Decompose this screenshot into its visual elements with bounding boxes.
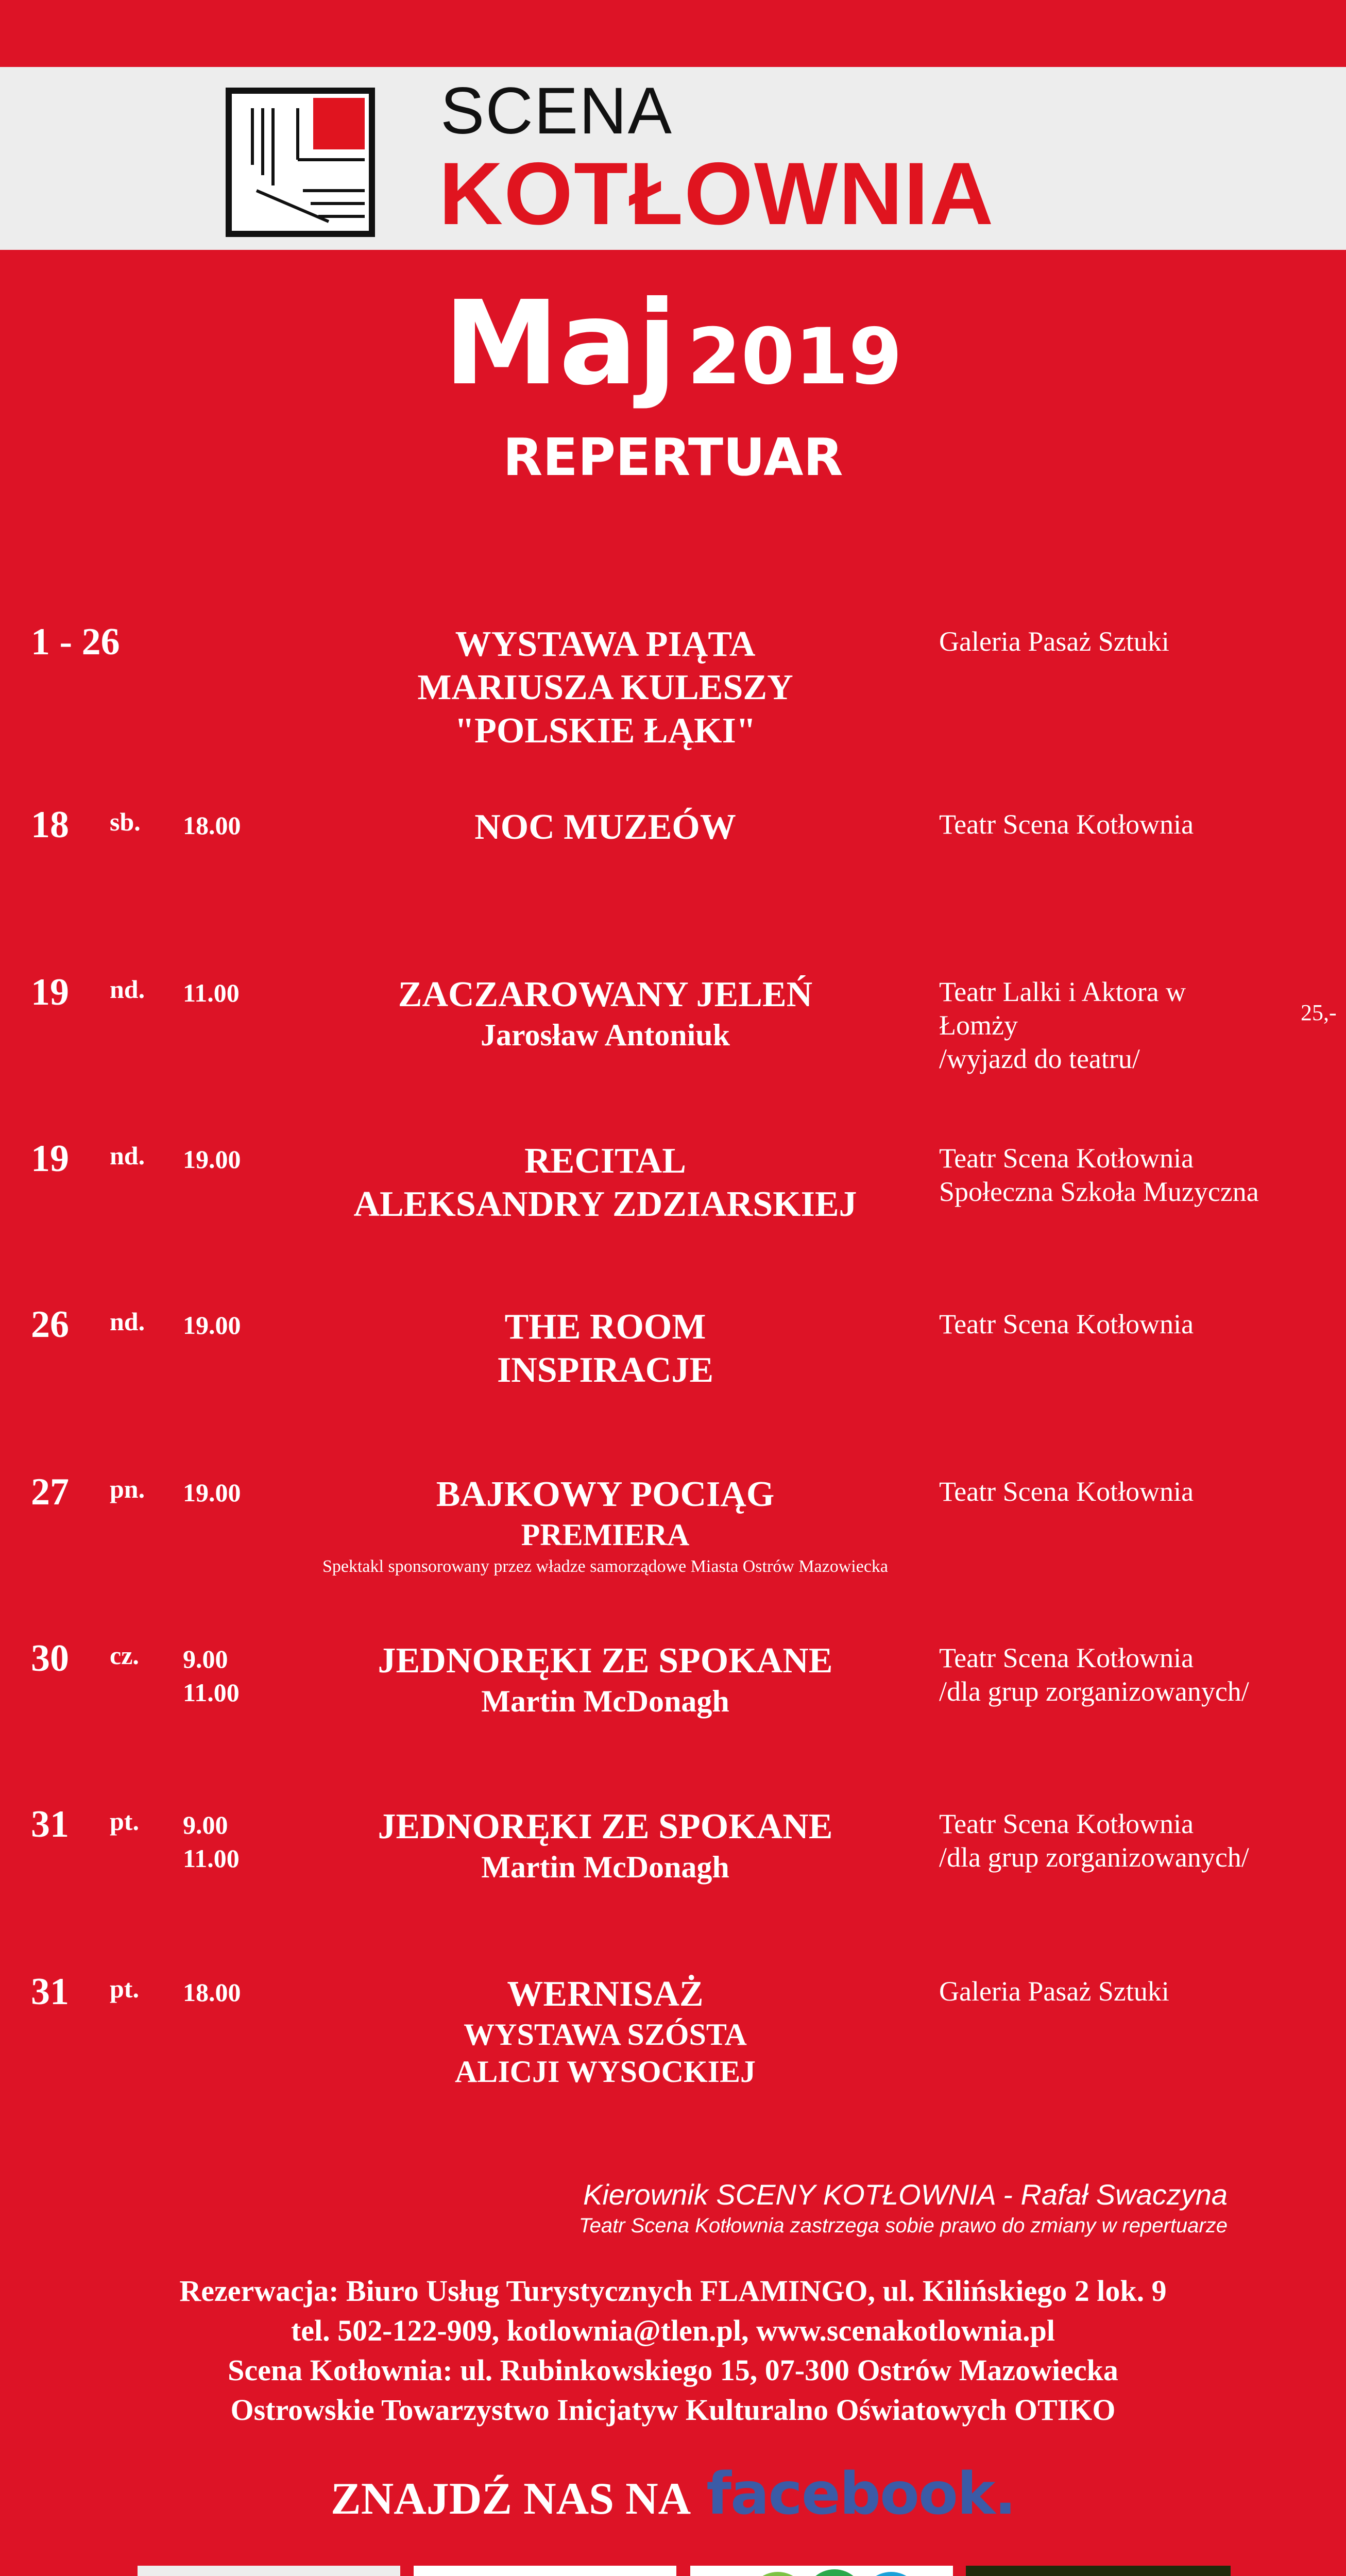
event-time	[183, 976, 265, 1010]
event-title-line: JEDNORĘKI ZE SPOKANE	[378, 1807, 833, 1846]
director-info	[579, 2177, 1228, 2239]
event-title-line: THE ROOM	[504, 1307, 706, 1347]
event-time	[183, 1143, 265, 1176]
event-venue-line: Teatr Scena Kotłownia	[939, 1808, 1194, 1839]
event-title-line: INSPIRACJE	[497, 1350, 714, 1390]
event-day: 31	[31, 1803, 69, 1845]
event-time-value: 18.00	[183, 811, 241, 840]
event-title	[288, 1805, 922, 1886]
event-title-line: MARIUSZA KULESZY	[417, 668, 793, 707]
event-weekday: pt.	[110, 1807, 139, 1836]
disclaimer-line: Teatr Scena Kotłownia zastrzega sobie prawo do zmiany w repertuarze	[578, 2214, 1228, 2237]
event-time-value: 9.00	[183, 1810, 228, 1839]
event-weekday: nd.	[110, 975, 145, 1004]
event-title	[288, 623, 922, 753]
event-title	[288, 806, 922, 849]
event-time-value: 19.00	[183, 1311, 241, 1340]
event-time-value: 11.00	[183, 978, 240, 1007]
event-venue-line: /dla grup zorganizowanych/	[939, 1675, 1249, 1707]
director-line: Kierownik SCENY KOTŁOWNIA - Rafał Swaczyna	[583, 2178, 1228, 2211]
page-title	[0, 276, 1346, 411]
event-note: Spektakl sponsorowany przez władze samorządowe Miasta Ostrów Mazowiecka	[322, 1557, 889, 1576]
scena-kotlownia-logo-icon	[226, 88, 375, 237]
event-venue	[939, 1641, 1310, 1708]
event-title	[288, 1306, 922, 1392]
event-title-line: JEDNORĘKI ZE SPOKANE	[378, 1641, 833, 1681]
event-weekday: sb.	[110, 807, 141, 836]
brand-kotlownia: KOTŁOWNIA	[439, 144, 995, 243]
event-title-line: BAJKOWY POCIĄG	[436, 1475, 775, 1514]
event-title	[288, 1473, 922, 1578]
find-us-label: ZNAJDŹ NAS NA	[331, 2474, 691, 2524]
sponsor-galeria-pasaz-sztuki	[414, 2566, 676, 2576]
sponsor-scena-kotlownia	[138, 2566, 400, 2576]
event-venue-line: Teatr Scena Kotłownia	[939, 1143, 1194, 1174]
event-venue	[939, 1142, 1310, 1209]
event-time	[183, 1476, 265, 1510]
event-title-line: ALEKSANDRY ZDZIARSKIEJ	[353, 1184, 857, 1224]
event-venue-line: Społeczna Szkoła Muzyczna	[939, 1176, 1259, 1207]
title-year: 2019	[687, 312, 902, 402]
event-title-line: RECITAL	[524, 1141, 686, 1181]
event-subtitle-line: WYSTAWA SZÓSTA	[464, 2018, 747, 2052]
event-time	[183, 1309, 265, 1342]
event-venue-line: Teatr Scena Kotłownia	[939, 809, 1194, 840]
event-day: 30	[31, 1637, 69, 1680]
event-day: 26	[31, 1303, 69, 1346]
sponsor-spoleczna-szkola-muzyczna	[966, 2566, 1231, 2576]
contact-line-address: Scena Kotłownia: ul. Rubinkowskiego 15, 07-300 Ostrów Mazowiecka	[228, 2353, 1118, 2387]
event-venue-line: /dla grup zorganizowanych/	[939, 1841, 1249, 1873]
event-venue-line: Teatr Scena Kotłownia	[939, 1309, 1194, 1340]
find-us-facebook[interactable]	[0, 2461, 1346, 2528]
event-title-line: NOC MUZEÓW	[474, 807, 736, 847]
event-time	[183, 1976, 265, 2009]
event-weekday: pt.	[110, 1974, 139, 2003]
event-venue	[939, 808, 1310, 841]
event-title-line: "POLSKIE ŁĄKI"	[454, 711, 756, 751]
contact-info	[0, 2271, 1346, 2430]
page-subtitle: REPERTUAR	[503, 427, 843, 487]
event-subtitle-line: ALICJI WYSOCKIEJ	[454, 2055, 756, 2089]
event-venue-line: Teatr Scena Kotłownia	[939, 1642, 1194, 1673]
event-title-line: WERNISAŻ	[507, 1974, 704, 2014]
event-subtitle-line: PREMIERA	[521, 1518, 690, 1552]
event-title	[288, 1639, 922, 1720]
event-venue-line: Galeria Pasaż Sztuki	[939, 626, 1169, 657]
contact-line-phone: tel. 502-122-909, kotlownia@tlen.pl, www.scenakotlownia.pl	[291, 2314, 1055, 2348]
event-time-value: 19.00	[183, 1145, 241, 1174]
title-month: Maj	[444, 276, 677, 411]
event-day: 27	[31, 1471, 69, 1513]
event-title	[288, 973, 922, 1054]
event-time-value: 19.00	[183, 1478, 241, 1507]
event-venue-line: Galeria Pasaż Sztuki	[939, 1976, 1169, 2007]
event-weekday: cz.	[110, 1641, 139, 1670]
event-day: 31	[31, 1971, 69, 2013]
event-title	[288, 1973, 922, 2090]
event-day: 1 - 26	[31, 621, 120, 663]
event-time	[183, 1808, 265, 1875]
contact-line-organizer: Ostrowskie Towarzystwo Inicjatyw Kulturalno Oświatowych OTIKO	[230, 2393, 1116, 2427]
event-venue	[939, 1475, 1310, 1509]
event-time-value: 11.00	[183, 1678, 240, 1707]
header-band	[0, 67, 1346, 250]
event-day: 18	[31, 804, 69, 846]
sponsor-studio-tanca-saltare	[690, 2566, 953, 2576]
event-weekday: nd.	[110, 1307, 145, 1336]
event-venue	[939, 1308, 1310, 1341]
event-time	[183, 809, 265, 842]
event-title-line: WYSTAWA PIĄTA	[455, 624, 756, 664]
event-time-value: 11.00	[183, 1844, 240, 1873]
event-time-value: 9.00	[183, 1645, 228, 1673]
event-day: 19	[31, 971, 69, 1013]
event-weekday: nd.	[110, 1141, 145, 1170]
event-venue	[939, 625, 1310, 658]
saltare-circles-icon	[690, 2566, 953, 2576]
event-time	[183, 1642, 265, 1709]
event-venue	[939, 1807, 1310, 1874]
event-venue	[939, 975, 1310, 1075]
event-subtitle-line: Jarosław Antoniuk	[480, 1018, 730, 1052]
event-venue-line: /wyjazd do teatru/	[939, 1043, 1140, 1074]
event-time-value: 18.00	[183, 1978, 241, 2007]
event-venue-line: Łomży	[939, 1009, 1018, 1041]
event-day: 19	[31, 1138, 69, 1180]
event-weekday: pn.	[110, 1475, 145, 1503]
event-title-line: ZACZAROWANY JELEŃ	[398, 975, 813, 1014]
event-title	[288, 1140, 922, 1226]
event-venue-line: Teatr Scena Kotłownia	[939, 1476, 1194, 1507]
event-subtitle-line: Martin McDonagh	[481, 1850, 729, 1884]
contact-line-reservation: Rezerwacja: Biuro Usług Turystycznych FLAMINGO, ul. Kilińskiego 2 lok. 9	[179, 2274, 1167, 2308]
brand-scena: SCENA	[440, 74, 673, 148]
facebook-logo[interactable]: facebook.	[706, 2461, 1015, 2528]
event-venue-line: Teatr Lalki i Aktora w	[939, 976, 1186, 1007]
event-price: 25,-	[1301, 1000, 1337, 1025]
event-subtitle-line: Martin McDonagh	[481, 1684, 729, 1718]
event-venue	[939, 1975, 1310, 2008]
